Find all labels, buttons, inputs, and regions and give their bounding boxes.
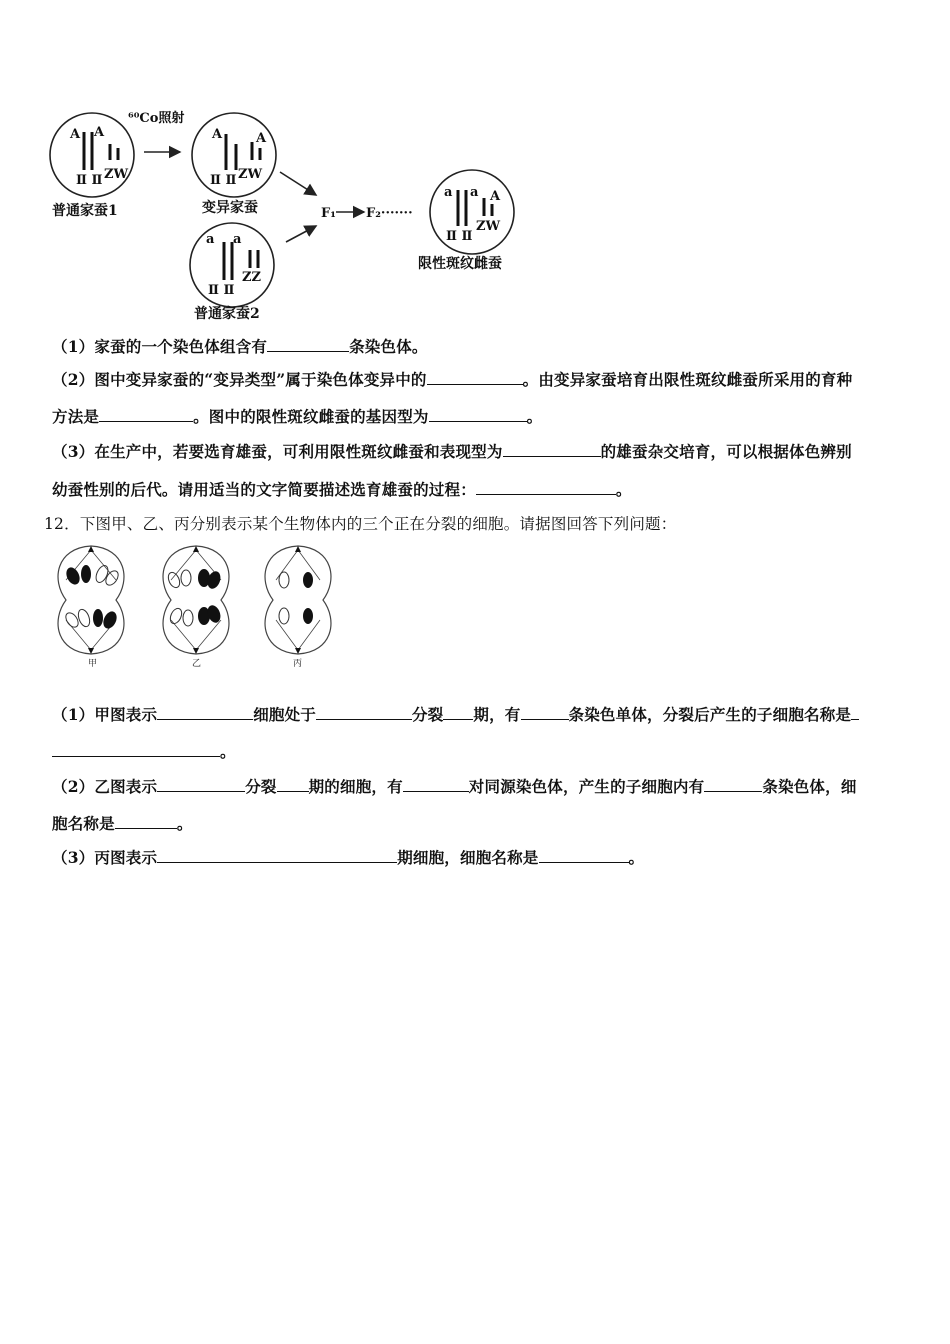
answer-blank[interactable] <box>316 705 412 720</box>
answer-blank[interactable] <box>52 742 220 757</box>
answer-blank[interactable] <box>851 705 859 720</box>
answer-blank[interactable] <box>157 848 397 863</box>
cell-label-yi: 乙 <box>192 659 202 669</box>
allele-label: A <box>256 131 267 146</box>
answer-blank[interactable] <box>704 777 762 792</box>
sex-chromosome-label: ZW <box>104 167 129 182</box>
allele-label: A <box>70 127 81 142</box>
cell-label-jia: 甲 <box>88 659 98 669</box>
silkworm-chromosome-figure <box>40 100 560 325</box>
answer-blank[interactable] <box>157 705 253 720</box>
roman-label: Ⅱ Ⅱ <box>208 283 235 298</box>
allele-label: a <box>444 185 453 200</box>
roman-label: Ⅱ Ⅱ <box>210 173 237 188</box>
answer-blank[interactable] <box>115 814 177 829</box>
sex-chromosome-label: ZW <box>238 167 263 182</box>
roman-label: Ⅱ Ⅱ <box>446 229 473 244</box>
allele-label: A <box>490 189 501 204</box>
cell-label-bing: 丙 <box>293 659 303 669</box>
sex-chromosome-label: ZW <box>476 219 501 234</box>
cell-caption: 变异家蚕 <box>202 200 258 216</box>
f2-label: F₂······· <box>366 206 413 221</box>
cell-caption: 普通家蚕1 <box>52 203 118 219</box>
answer-blank[interactable] <box>403 777 469 792</box>
allele-label: a <box>470 185 479 200</box>
q12-part1-cont: 。 <box>52 742 236 762</box>
answer-blank[interactable] <box>476 480 616 495</box>
q12-part3: （3）丙图表示 期细胞，细胞名称是 。 <box>52 848 645 867</box>
q12-part1: （1）甲图表示 细胞处于 分裂 期，有 条染色单体，分裂后产生的子细胞名称是 <box>52 705 859 725</box>
cell-caption: 普通家蚕2 <box>194 306 260 322</box>
answer-blank[interactable] <box>99 407 193 422</box>
q11-part3: （3）在生产中，若要选育雄蚕，可利用限性斑纹雌蚕和表现型为 的雄蚕杂交培育，可以根据体色辨别 <box>52 442 852 461</box>
co-irradiation-label: ⁶⁰Co照射 <box>128 111 185 126</box>
answer-blank[interactable] <box>443 705 473 720</box>
allele-label: a <box>233 232 242 247</box>
answer-blank[interactable] <box>539 848 629 863</box>
f1-label: F₁ <box>321 206 336 221</box>
allele-label: a <box>206 232 215 247</box>
answer-blank[interactable] <box>521 705 569 720</box>
roman-label: Ⅱ Ⅱ <box>76 173 103 188</box>
answer-blank[interactable] <box>429 407 527 422</box>
answer-blank[interactable] <box>267 337 349 352</box>
q11-part2: （2）图中变异家蚕的“变异类型”属于染色体变异中的 。由变异家蚕培育出限性斑纹雌蚕所采用的育种 <box>52 370 853 389</box>
answer-blank[interactable] <box>157 777 245 792</box>
cell-caption: 限性斑纹雌蚕 <box>418 256 502 272</box>
allele-label: A <box>212 127 223 142</box>
sex-chromosome-label: ZZ <box>242 270 261 285</box>
q12-part2: （2）乙图表示 分裂 期的细胞，有 对同源染色体，产生的子细胞内有 条染色体，细 <box>52 777 857 796</box>
q11-part1: （1）家蚕的一个染色体组含有 条染色体。 <box>52 337 428 356</box>
q11-part3-cont: 幼蚕性别的后代。请用适当的文字简要描述选育雄蚕的过程： 。 <box>52 480 632 499</box>
q12-part2-cont: 胞名称是 。 <box>52 814 193 833</box>
answer-blank[interactable] <box>427 370 523 385</box>
q12-stem: 12．下图甲、乙、丙分别表示某个生物体内的三个正在分裂的细胞。请据图回答下列问题： <box>44 515 677 533</box>
dividing-cells-figure <box>46 540 346 675</box>
allele-label: A <box>94 125 105 140</box>
answer-blank[interactable] <box>277 777 309 792</box>
q11-part2-cont: 方法是 。图中的限性斑纹雌蚕的基因型为 。 <box>52 407 543 426</box>
answer-blank[interactable] <box>503 442 601 457</box>
